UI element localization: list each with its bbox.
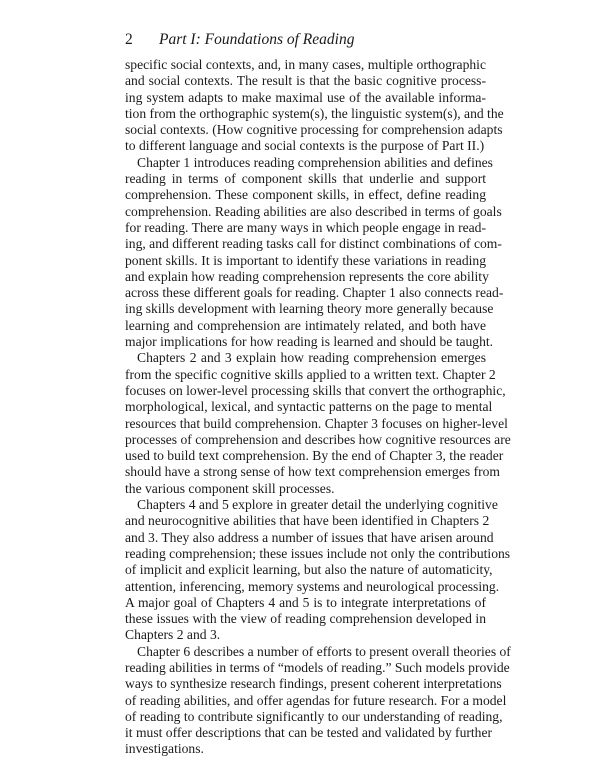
- text-line: resources that build comprehension. Chapter 3 focuses on higher-level: [125, 415, 508, 431]
- text-line: specific social contexts, and, in many cases, multiple orthographic: [125, 57, 486, 72]
- text-line: tion from the orthographic system(s), the linguistic system(s), and the: [125, 105, 504, 121]
- text-line: morphological, lexical, and syntactic patterns on the page to mental: [125, 399, 493, 415]
- text-line: processes of comprehension and describes how cognitive resources are: [125, 431, 511, 447]
- text-line: for reading. There are many ways in which people engage in read-: [125, 219, 486, 235]
- body-text: [125, 57, 511, 758]
- text-line: and 3. They also address a number of issues that have arisen around: [125, 529, 494, 545]
- text-line: reading comprehension; these issues include not only the contributions: [125, 545, 511, 561]
- text-line: A major goal of Chapters 4 and 5 is to integrate interpretations of: [125, 594, 486, 610]
- text-line: social contexts. (How cognitive processing for comprehension adapts: [125, 122, 503, 138]
- text-line: ways to synthesize research findings, present coherent interpretations: [125, 676, 502, 692]
- text-line: ing system adapts to make maximal use of the available informa-: [125, 89, 486, 105]
- text-line: major implications for how reading is learned and should be taught.: [125, 334, 494, 350]
- text-line: Chapter 1 introduces reading comprehension abilities and defines: [137, 154, 493, 170]
- text-line: comprehension. These component skills, in effect, define reading: [125, 187, 486, 203]
- paragraph: [125, 350, 511, 497]
- text-line: Chapters 4 and 5 explore in greater detail the underlying cognitive: [137, 497, 498, 513]
- text-line: and social contexts. The result is that the basic cognitive process-: [125, 73, 486, 89]
- page-number: 2: [125, 31, 133, 48]
- text-line: and explain how reading comprehension represents the core ability: [125, 268, 489, 284]
- paragraph: [125, 497, 511, 644]
- text-line: from the specific cognitive skills applied to a written text. Chapter 2: [125, 366, 496, 382]
- text-line: of reading to contribute significantly to our understanding of reading,: [125, 708, 503, 724]
- text-line: ponent skills. It is important to identify these variations in reading: [125, 252, 486, 268]
- text-line: it must offer descriptions that can be tested and validated by further: [125, 725, 493, 741]
- text-line: used to build text comprehension. By the end of Chapter 3, the reader: [125, 448, 504, 464]
- text-line: to different language and social contexts is the purpose of Part II.): [125, 138, 485, 154]
- text-line: and neurocognitive abilities that have been identified in Chapters 2: [125, 513, 490, 529]
- text-line: ing, and different reading tasks call for distinct combinations of com-: [125, 236, 502, 252]
- text-line: the various component skill processes.: [125, 480, 335, 496]
- paragraph: [125, 643, 511, 758]
- text-line: should have a strong sense of how text comprehension emerges from: [125, 464, 500, 480]
- running-head: [125, 31, 354, 49]
- text-line: these issues with the view of reading comprehension developed in: [125, 611, 486, 627]
- paragraph: [125, 57, 504, 155]
- text-line: investigations.: [125, 741, 204, 757]
- text-line: attention, inferencing, memory systems and neurological processing.: [125, 578, 500, 594]
- text-line: of reading abilities, and offer agendas for future research. For a model: [125, 692, 507, 708]
- text-line: of implicit and explicit learning, but also the nature of automaticity,: [125, 562, 493, 578]
- text-line: Chapter 6 describes a number of efforts to present overall theories of: [137, 643, 511, 659]
- text-line: comprehension. Reading abilities are also described in terms of goals: [125, 203, 502, 219]
- text-line: reading abilities in terms of “models of reading.” Such models provide: [125, 659, 510, 675]
- text-line: ing skills development with learning theory more generally because: [125, 301, 494, 317]
- text-line: across these different goals for reading. Chapter 1 also connects read-: [125, 285, 504, 301]
- text-line: learning and comprehension are intimately related, and both have: [125, 317, 486, 333]
- paragraph: [125, 154, 504, 351]
- text-line: Chapters 2 and 3.: [125, 627, 221, 643]
- part-title: Part I: Foundations of Reading: [159, 31, 355, 48]
- text-line: focuses on lower-level processing skills that convert the orthographic,: [125, 382, 506, 398]
- text-line: reading in terms of component skills that underlie and support: [125, 171, 486, 187]
- text-line: Chapters 2 and 3 explain how reading comprehension emerges: [137, 350, 486, 366]
